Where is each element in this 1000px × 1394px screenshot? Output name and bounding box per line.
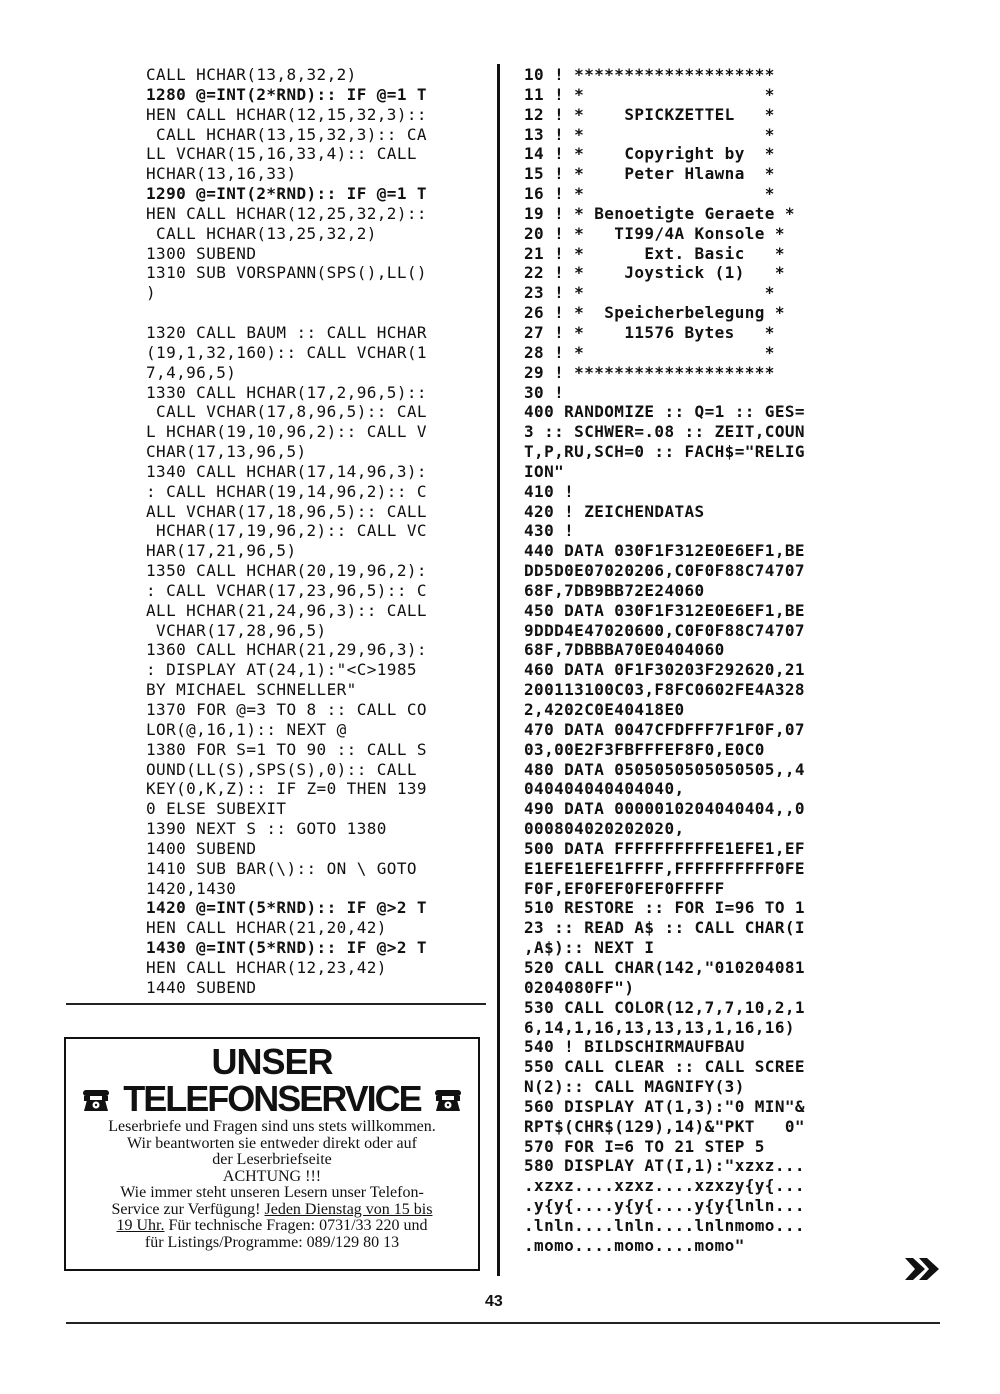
code-line: 520 CALL CHAR(142,"010204081 (524, 957, 805, 977)
code-line: 200113100C03,F8FC0602FE4A328 (524, 680, 805, 700)
code-line: 510 RESTORE :: FOR I=96 TO 1 (524, 898, 805, 918)
code-line: N(2):: CALL MAGNIFY(3) (524, 1077, 745, 1097)
code-line: HEN CALL HCHAR(12,15,32,3):: (146, 104, 427, 124)
code-line: 1410 SUB BAR(\):: ON \ GOTO (146, 858, 417, 878)
ad-title-telefonservice: TELEFONSERVICE (123, 1078, 421, 1119)
code-line: 430 ! (524, 521, 575, 541)
code-line: 23 :: READ A$ :: CALL CHAR(I (524, 918, 805, 938)
code-line: 1360 CALL HCHAR(21,29,96,3): (146, 640, 427, 660)
code-line: 7,4,96,5) (146, 362, 237, 382)
code-line: 1370 FOR @=3 TO 8 :: CALL CO (146, 700, 427, 719)
column-divider (497, 64, 500, 1276)
code-line: HCHAR(17,19,96,2):: CALL VC (146, 521, 427, 541)
code-line: 0204080FF") (524, 977, 635, 997)
code-line: 490 DATA 0000010204040404,,0 (524, 799, 805, 819)
code-line: KEY(0,K,Z):: IF Z=0 THEN 139 (146, 779, 427, 799)
code-line: 3 :: SCHWER=.08 :: ZEIT,COUN (524, 422, 805, 442)
code-line: .lnln....lnln....lnlnmomo... (524, 1215, 805, 1235)
ad-title: UNSER (211, 1041, 333, 1082)
right-code-column (524, 65, 864, 1256)
code-line (146, 303, 486, 323)
code-line: 440 DATA 030F1F312E0E6EF1,BE (524, 541, 805, 561)
code-line: 11 ! * * (524, 84, 775, 104)
code-line: 26 ! * Speicherbelegung * (524, 303, 785, 323)
code-line: 0 ELSE SUBEXIT (146, 799, 287, 819)
code-line: 1420 @=INT(5*RND):: IF @>2 T (146, 898, 427, 918)
code-line: T,P,RU,SCH=0 :: FACH$="RELIG (524, 442, 805, 462)
code-line: CHAR(17,13,96,5) (146, 442, 307, 462)
ad-text-line: Wie immer steht unseren Lesern unser Telefon- (120, 1184, 424, 1201)
code-line: 30 ! (524, 382, 565, 402)
code-line: 1330 CALL HCHAR(17,2,96,5):: (146, 382, 427, 402)
code-line: 480 DATA 0505050505050505,,4 (524, 759, 805, 779)
code-line: HCHAR(13,16,33) (146, 164, 297, 184)
ad-text-line: der Leserbriefseite (212, 1151, 332, 1168)
code-line: : DISPLAY AT(24,1):"<C>1985 (146, 660, 417, 680)
code-line: 450 DATA 030F1F312E0E6EF1,BE (524, 600, 805, 620)
telephone-icon (433, 1085, 463, 1113)
code-line: 28 ! * * (524, 342, 775, 362)
code-line: 530 CALL COLOR(12,7,7,10,2,1 (524, 997, 805, 1017)
code-line: 420 ! ZEICHENDATAS (524, 501, 705, 521)
ad-text-line: für Listings/Programme: 089/129 80 13 (144, 1233, 400, 1251)
code-line: (19,1,32,160):: CALL VCHAR(1 (146, 342, 427, 362)
page-number: 43 (485, 1293, 503, 1310)
code-line: .xzxz....xzxz....xzxzy{y{... (524, 1176, 805, 1196)
code-line: LOR(@,16,1):: NEXT @ (146, 719, 347, 739)
ad-text-line (66, 1202, 478, 1219)
code-line: OUND(LL(S),SPS(S),0):: CALL (146, 759, 417, 779)
code-line: 20 ! * TI99/4A Konsole * (524, 223, 785, 243)
code-line: 68F,7DB9BB72E24060 (524, 580, 705, 600)
ad-text-line: Wir beantworten sie entweder direkt oder auf (127, 1134, 417, 1152)
code-line: BY MICHAEL SCHNELLER" (146, 680, 357, 700)
left-code-column (146, 65, 486, 998)
code-line: ) (146, 283, 157, 303)
code-line: 1290 @=INT(2*RND):: IF @=1 T (146, 184, 427, 204)
code-line: 12 ! * SPICKZETTEL * (524, 104, 775, 124)
telephone-icon (81, 1085, 111, 1113)
code-line: LL VCHAR(15,16,33,4):: CALL (146, 144, 417, 164)
section-divider (66, 1003, 486, 1005)
code-line: 2,4202C0E40418E0 (524, 700, 685, 719)
code-line: F0F,EF0FEF0FEF0FFFFF (524, 878, 725, 898)
code-line: HEN CALL HCHAR(21,20,42) (146, 918, 387, 938)
code-line: 27 ! * 11576 Bytes * (524, 322, 775, 342)
code-line: RPT$(CHR$(129),14)&"PKT 0" (524, 1116, 805, 1136)
code-line: 570 FOR I=6 TO 21 STEP 5 (524, 1136, 765, 1156)
code-line: 1440 SUBEND (146, 977, 257, 997)
code-line: 23 ! * * (524, 283, 775, 303)
code-line: 460 DATA 0F1F30203F292620,21 (524, 660, 805, 680)
code-line: DD5D0E07020206,C0F0F88C74707 (524, 561, 805, 581)
code-line: CALL HCHAR(13,8,32,2) (146, 65, 357, 84)
code-line: 15 ! * Peter Hlawna * (524, 164, 775, 184)
code-line: 1400 SUBEND (146, 838, 257, 858)
code-line: 6,14,1,16,13,13,13,1,16,16) (524, 1017, 795, 1037)
code-line: 1300 SUBEND (146, 243, 257, 263)
code-line: ,A$):: NEXT I (524, 938, 655, 958)
code-line: HAR(17,21,96,5) (146, 541, 297, 561)
code-line: HEN CALL HCHAR(12,23,42) (146, 957, 387, 977)
code-line: CALL HCHAR(13,15,32,3):: CA (146, 124, 427, 144)
code-line: CALL HCHAR(13,25,32,2) (146, 223, 377, 243)
code-line: VCHAR(17,28,96,5) (146, 620, 327, 640)
code-line: CALL VCHAR(17,8,96,5):: CAL (146, 402, 427, 422)
code-line: 1420,1430 (146, 878, 237, 898)
code-line: ION" (524, 461, 565, 481)
code-line: 400 RANDOMIZE :: Q=1 :: GES= (524, 402, 805, 422)
code-line: 03,00E2F3FBFFFEF8F0,E0C0 (524, 739, 765, 759)
code-line: : CALL HCHAR(19,14,96,2):: C (146, 481, 427, 501)
code-line: 000804020202020, (524, 819, 685, 839)
code-line: 9DDD4E47020600,C0F0F88C74707 (524, 620, 805, 640)
code-line: 22 ! * Joystick (1) * (524, 263, 785, 283)
code-line: : CALL VCHAR(17,23,96,5):: C (146, 580, 427, 600)
code-line: 19 ! * Benoetigte Geraete * (524, 203, 795, 223)
code-line: 1390 NEXT S :: GOTO 1380 (146, 819, 387, 839)
ad-title-row (66, 1079, 478, 1119)
continue-arrow-icon (903, 1255, 943, 1283)
code-line: 410 ! (524, 481, 575, 501)
code-line: 10 ! ******************** (524, 65, 775, 84)
ad-text-segment: Service zur Verfügung! (111, 1200, 265, 1218)
code-line: 1340 CALL HCHAR(17,14,96,3): (146, 461, 427, 481)
code-line: .y{y{....y{y{....y{y{lnln... (524, 1196, 805, 1216)
ad-text-line: ACHTUNG !!! (222, 1167, 322, 1185)
code-line: 1310 SUB VORSPANN(SPS(),LL() (146, 263, 427, 283)
code-line: 16 ! * * (524, 184, 775, 204)
code-line: 550 CALL CLEAR :: CALL SCREE (524, 1057, 805, 1077)
code-line: 500 DATA FFFFFFFFFFE1EFE1,EF (524, 838, 805, 858)
code-line: L HCHAR(19,10,96,2):: CALL V (146, 422, 427, 442)
code-line: 13 ! * * (524, 124, 775, 144)
code-line: 1380 FOR S=1 TO 90 :: CALL S (146, 739, 427, 759)
code-line: 580 DISPLAY AT(I,1):"xzxz... (524, 1156, 805, 1176)
ad-text-segment: Für technische Fragen: 0731/33 220 und (164, 1217, 428, 1234)
code-line: 1280 @=INT(2*RND):: IF @=1 T (146, 84, 427, 104)
code-line: E1EFE1EFE1FFFF,FFFFFFFFFF0FE (524, 858, 805, 878)
code-line: 21 ! * Ext. Basic * (524, 243, 785, 263)
code-line: 040404040404040, (524, 779, 685, 799)
ad-text-line (66, 1218, 478, 1235)
code-line: 1350 CALL HCHAR(20,19,96,2): (146, 561, 427, 581)
ad-text-underlined: 19 Uhr. (116, 1217, 165, 1234)
ad-text-line: Leserbriefe und Fragen sind uns stets willkommen. (108, 1118, 436, 1135)
code-line: 68F,7DBBBA70E0404060 (524, 640, 725, 660)
code-line: 560 DISPLAY AT(1,3):"0 MIN"& (524, 1096, 805, 1116)
code-line: 14 ! * Copyright by * (524, 144, 775, 164)
code-line: 1320 CALL BAUM :: CALL HCHAR (146, 322, 427, 342)
code-line: 470 DATA 0047CFDFFF7F1F0F,07 (524, 719, 805, 739)
code-line: 540 ! BILDSCHIRMAUFBAU (524, 1037, 745, 1057)
code-line: 29 ! ******************** (524, 362, 775, 382)
code-line: HEN CALL HCHAR(12,25,32,2):: (146, 203, 427, 223)
footer-divider (66, 1322, 940, 1324)
code-line: 1430 @=INT(5*RND):: IF @>2 T (146, 938, 427, 958)
code-line: ALL VCHAR(17,18,96,5):: CALL (146, 501, 427, 521)
ad-text-underlined: Jeden Dienstag von 15 bis (264, 1200, 433, 1218)
code-line: .momo....momo....momo" (524, 1235, 745, 1255)
telefonservice-box (64, 1037, 480, 1271)
code-line: ALL HCHAR(21,24,96,3):: CALL (146, 600, 427, 620)
